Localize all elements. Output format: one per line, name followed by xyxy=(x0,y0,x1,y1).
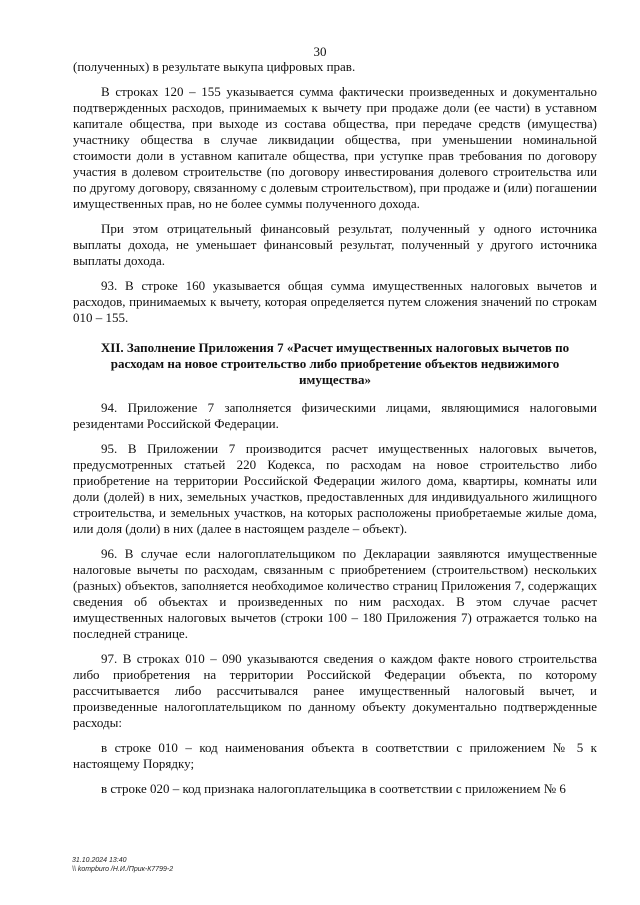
paragraph-lines-120-155: В строках 120 – 155 указывается сумма фактически произведенных и документально подтвержденных расходов, принимаемых к вычету при продаже доли (ее части) в уставном капитале общества, при выходе из состава общества, при передаче средств (имущества) участнику общества в случае ликвидации общества, при уменьшении номинальной стоимости доли в уставном капитале общества, при уступке прав требования по договору участия в долевом строительстве (по договору инвестирования долевого строительства или по другому договору, связанному с долевым строительством), при продаже и (или) погашении имущественных прав, но не более суммы полученного дохода. xyxy=(73,84,597,211)
page-number: 30 xyxy=(313,44,327,59)
paragraph-97: 97. В строках 010 – 090 указываются сведения о каждом факте нового строительства либо приобретения на территории Российской Федерации объекта, по которому рассчитывается либо рассчитывался ранее имущественный налоговый вычет, и произведенные налогоплательщиком по данному объекту документально подтвержденные расходы: xyxy=(73,651,597,730)
paragraph-94: 94. Приложение 7 заполняется физическими лицами, являющимися налоговыми резидентами Российской Федерации. xyxy=(73,400,597,431)
paragraph-95: 95. В Приложении 7 производится расчет имущественных налоговых вычетов, предусмотренных статьей 220 Кодекса, по расходам на новое строительство либо приобретение на территории Российской Федерации жилого дома, квартиры, комнаты или доли (долей) в них, земельных участков, предоставленных для индивидуального жилищного строительства, и земельных участков, на которых расположены приобретаемые жилые дома, или доля (доли) в них (далее в настоящем разделе – объект). xyxy=(73,441,597,536)
paragraph-93: 93. В строке 160 указывается общая сумма имущественных налоговых вычетов и расходов, принимаемых к вычету, которая определяется путем сложения значений по строкам 010 – 155. xyxy=(73,278,597,325)
paragraph-continuation: (полученных) в результате выкупа цифровых прав. xyxy=(73,59,356,74)
document-body xyxy=(73,59,597,797)
section-heading-xii: XII. Заполнение Приложения 7 «Расчет имущественных налоговых вычетов по расходам на новое строительство либо приобретение объектов недвижимого имущества» xyxy=(100,340,570,387)
paragraph-negative-result: При этом отрицательный финансовый результат, полученный у одного источника выплаты дохода, не уменьшает финансовый результат, полученный у другого источника выплаты дохода. xyxy=(73,221,597,268)
paragraph-line-010: в строке 010 – код наименования объекта в соответствии с приложением № 5 к настоящему Порядку; xyxy=(73,740,597,771)
paragraph-line-020: в строке 020 – код признака налогоплательщика в соответствии с приложением № 6 xyxy=(101,781,566,796)
footer-timestamp: 31.10.2024 13:40 xyxy=(72,857,127,864)
paragraph-96: 96. В случае если налогоплательщиком по Декларации заявляются имущественные налоговые вычеты по расходам, связанным с приобретением (строительством) нескольких (разных) объектов, заполняется необходимое количество страниц Приложения 7, содержащих сведения об объектах и произведенных по ним расходах. В этом случае расчет имущественных налоговых вычетов (строки 100 – 180 Приложения 7) отражается только на последней странице. xyxy=(73,546,597,641)
footer-reference: \\ kompburo /Н.И./Прик-К7799-2 xyxy=(72,866,174,873)
footer-stamp xyxy=(72,856,372,874)
